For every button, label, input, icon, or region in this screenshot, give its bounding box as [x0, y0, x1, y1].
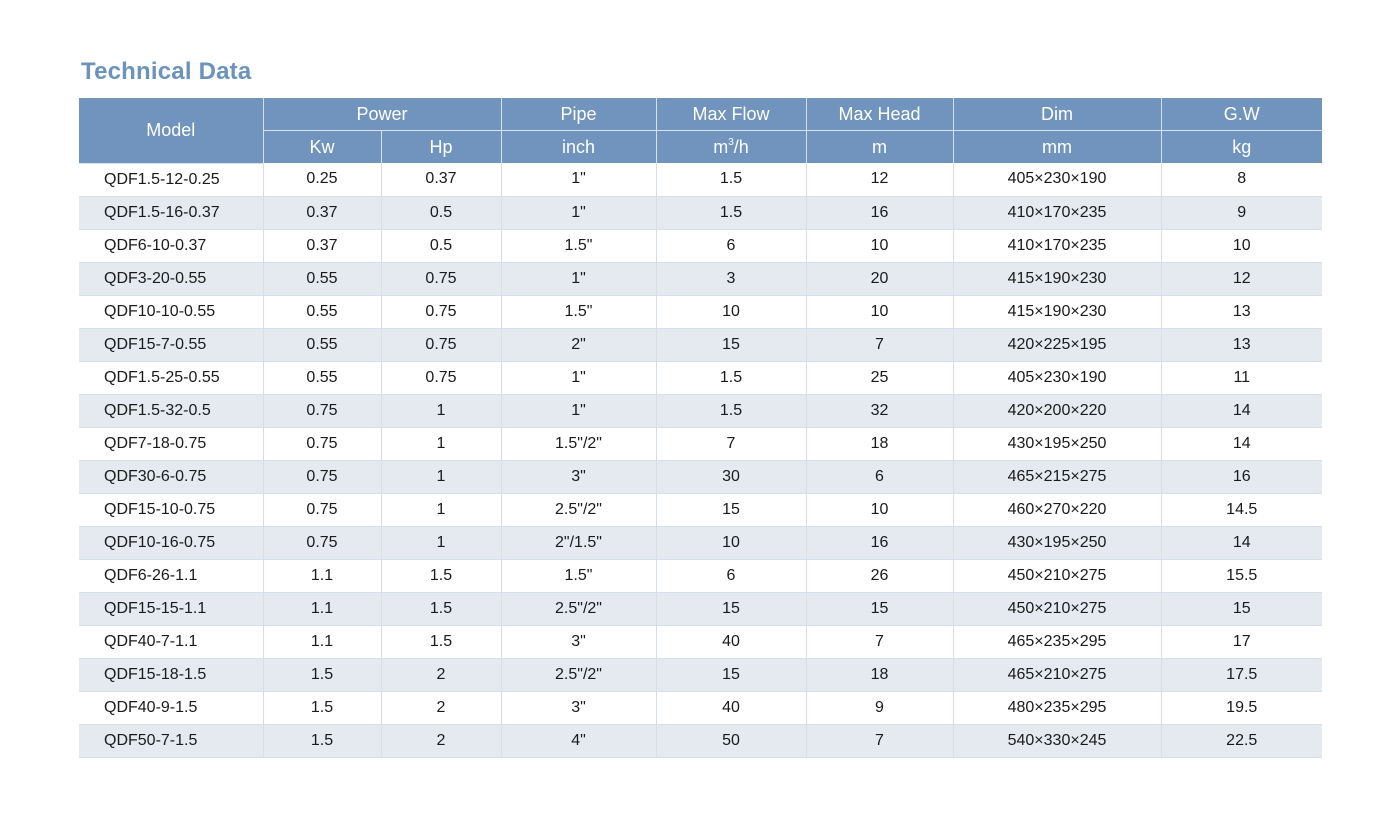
cell-max-head: 10 — [806, 493, 953, 526]
table-row — [79, 394, 1322, 427]
cell-gw: 14.5 — [1161, 493, 1322, 526]
cell-model: QDF1.5-32-0.5 — [79, 394, 263, 427]
table-row — [79, 295, 1322, 328]
cell-max-flow: 50 — [656, 724, 806, 757]
cell-hp: 1.5 — [381, 625, 501, 658]
cell-model: QDF6-26-1.1 — [79, 559, 263, 592]
cell-gw: 14 — [1161, 394, 1322, 427]
cell-gw: 11 — [1161, 361, 1322, 394]
cell-dim: 540×330×245 — [953, 724, 1161, 757]
cell-max-head: 12 — [806, 163, 953, 196]
cell-gw: 16 — [1161, 460, 1322, 493]
header-max-flow: Max Flow — [656, 98, 806, 131]
header-dim: Dim — [953, 98, 1161, 131]
cell-pipe: 1" — [501, 361, 656, 394]
cell-pipe: 1.5"/2" — [501, 427, 656, 460]
cell-gw: 17 — [1161, 625, 1322, 658]
table-row — [79, 592, 1322, 625]
table-row — [79, 625, 1322, 658]
unit-flow-tail: /h — [733, 136, 749, 157]
cell-max-flow: 6 — [656, 229, 806, 262]
cell-model: QDF40-9-1.5 — [79, 691, 263, 724]
cell-pipe: 2"/1.5" — [501, 526, 656, 559]
unit-inch: inch — [501, 131, 656, 164]
cell-kw: 1.1 — [263, 559, 381, 592]
cell-gw: 14 — [1161, 526, 1322, 559]
cell-max-head: 18 — [806, 427, 953, 460]
unit-hp: Hp — [381, 131, 501, 164]
cell-gw: 10 — [1161, 229, 1322, 262]
cell-model: QDF6-10-0.37 — [79, 229, 263, 262]
cell-max-head: 16 — [806, 526, 953, 559]
cell-pipe: 1" — [501, 262, 656, 295]
cell-max-head: 20 — [806, 262, 953, 295]
cell-kw: 0.75 — [263, 427, 381, 460]
cell-pipe: 2.5"/2" — [501, 658, 656, 691]
cell-max-flow: 30 — [656, 460, 806, 493]
cell-kw: 0.55 — [263, 328, 381, 361]
cell-dim: 415×190×230 — [953, 262, 1161, 295]
cell-pipe: 2" — [501, 328, 656, 361]
cell-model: QDF15-10-0.75 — [79, 493, 263, 526]
cell-dim: 430×195×250 — [953, 526, 1161, 559]
cell-kw: 1.5 — [263, 724, 381, 757]
cell-kw: 0.55 — [263, 295, 381, 328]
unit-flow-base: m — [713, 136, 729, 157]
cell-gw: 15 — [1161, 592, 1322, 625]
cell-max-head: 6 — [806, 460, 953, 493]
cell-hp: 0.75 — [381, 295, 501, 328]
cell-hp: 0.37 — [381, 163, 501, 196]
header-max-head: Max Head — [806, 98, 953, 131]
table-row — [79, 427, 1322, 460]
cell-hp: 1 — [381, 493, 501, 526]
table-row — [79, 493, 1322, 526]
cell-model: QDF1.5-25-0.55 — [79, 361, 263, 394]
cell-pipe: 2.5"/2" — [501, 592, 656, 625]
cell-kw: 1.1 — [263, 592, 381, 625]
header-pipe: Pipe — [501, 98, 656, 131]
cell-max-flow: 1.5 — [656, 196, 806, 229]
cell-model: QDF10-10-0.55 — [79, 295, 263, 328]
table-row — [79, 328, 1322, 361]
unit-kw: Kw — [263, 131, 381, 164]
cell-gw: 8 — [1161, 163, 1322, 196]
cell-dim: 450×210×275 — [953, 592, 1161, 625]
cell-dim: 460×270×220 — [953, 493, 1161, 526]
cell-pipe: 1.5" — [501, 229, 656, 262]
cell-model: QDF1.5-12-0.25 — [79, 163, 263, 196]
table-row — [79, 724, 1322, 757]
cell-pipe: 1.5" — [501, 559, 656, 592]
cell-hp: 1 — [381, 460, 501, 493]
cell-max-head: 10 — [806, 295, 953, 328]
header-power: Power — [263, 98, 501, 131]
cell-max-flow: 1.5 — [656, 163, 806, 196]
technical-data-table — [79, 98, 1322, 758]
table-body — [79, 163, 1322, 757]
cell-pipe: 2.5"/2" — [501, 493, 656, 526]
unit-flow — [656, 131, 806, 164]
cell-hp: 2 — [381, 691, 501, 724]
cell-hp: 2 — [381, 658, 501, 691]
cell-gw: 12 — [1161, 262, 1322, 295]
cell-dim: 415×190×230 — [953, 295, 1161, 328]
cell-dim: 430×195×250 — [953, 427, 1161, 460]
cell-max-flow: 40 — [656, 625, 806, 658]
cell-max-head: 9 — [806, 691, 953, 724]
cell-model: QDF15-7-0.55 — [79, 328, 263, 361]
cell-hp: 1 — [381, 526, 501, 559]
cell-max-flow: 10 — [656, 295, 806, 328]
cell-kw: 1.1 — [263, 625, 381, 658]
cell-model: QDF10-16-0.75 — [79, 526, 263, 559]
cell-max-flow: 15 — [656, 493, 806, 526]
cell-model: QDF15-15-1.1 — [79, 592, 263, 625]
cell-max-head: 7 — [806, 724, 953, 757]
cell-max-flow: 10 — [656, 526, 806, 559]
cell-kw: 0.55 — [263, 361, 381, 394]
cell-hp: 0.5 — [381, 229, 501, 262]
cell-gw: 14 — [1161, 427, 1322, 460]
cell-dim: 420×225×195 — [953, 328, 1161, 361]
cell-kw: 1.5 — [263, 691, 381, 724]
cell-pipe: 3" — [501, 625, 656, 658]
cell-kw: 0.75 — [263, 526, 381, 559]
cell-max-flow: 40 — [656, 691, 806, 724]
cell-dim: 420×200×220 — [953, 394, 1161, 427]
cell-max-head: 25 — [806, 361, 953, 394]
cell-gw: 9 — [1161, 196, 1322, 229]
cell-hp: 1.5 — [381, 592, 501, 625]
header-gw: G.W — [1161, 98, 1322, 131]
unit-mm: mm — [953, 131, 1161, 164]
cell-pipe: 3" — [501, 460, 656, 493]
table-row — [79, 460, 1322, 493]
table-row — [79, 262, 1322, 295]
cell-model: QDF40-7-1.1 — [79, 625, 263, 658]
cell-hp: 1 — [381, 427, 501, 460]
cell-hp: 1 — [381, 394, 501, 427]
table-row — [79, 361, 1322, 394]
cell-hp: 2 — [381, 724, 501, 757]
cell-dim: 410×170×235 — [953, 229, 1161, 262]
header-model: Model — [79, 98, 263, 163]
cell-max-flow: 1.5 — [656, 394, 806, 427]
cell-dim: 480×235×295 — [953, 691, 1161, 724]
cell-pipe: 4" — [501, 724, 656, 757]
cell-pipe: 1" — [501, 163, 656, 196]
cell-dim: 465×210×275 — [953, 658, 1161, 691]
cell-kw: 0.75 — [263, 493, 381, 526]
cell-kw: 0.55 — [263, 262, 381, 295]
cell-pipe: 1" — [501, 196, 656, 229]
cell-model: QDF1.5-16-0.37 — [79, 196, 263, 229]
cell-gw: 15.5 — [1161, 559, 1322, 592]
cell-gw: 13 — [1161, 328, 1322, 361]
cell-max-head: 15 — [806, 592, 953, 625]
cell-max-flow: 1.5 — [656, 361, 806, 394]
cell-dim: 410×170×235 — [953, 196, 1161, 229]
cell-hp: 1.5 — [381, 559, 501, 592]
cell-max-head: 7 — [806, 625, 953, 658]
cell-dim: 450×210×275 — [953, 559, 1161, 592]
cell-kw: 0.75 — [263, 394, 381, 427]
table-row — [79, 559, 1322, 592]
unit-m: m — [806, 131, 953, 164]
cell-dim: 465×215×275 — [953, 460, 1161, 493]
cell-pipe: 3" — [501, 691, 656, 724]
cell-hp: 0.75 — [381, 361, 501, 394]
cell-gw: 17.5 — [1161, 658, 1322, 691]
cell-kw: 0.25 — [263, 163, 381, 196]
cell-kw: 0.37 — [263, 196, 381, 229]
cell-kw: 1.5 — [263, 658, 381, 691]
table-row — [79, 691, 1322, 724]
table-header — [79, 98, 1322, 163]
unit-kg: kg — [1161, 131, 1322, 164]
table-row — [79, 526, 1322, 559]
cell-max-flow: 3 — [656, 262, 806, 295]
table-row — [79, 163, 1322, 196]
cell-max-flow: 6 — [656, 559, 806, 592]
unit-flow-sup: 3 — [728, 136, 734, 148]
cell-hp: 0.75 — [381, 328, 501, 361]
cell-max-head: 32 — [806, 394, 953, 427]
cell-max-head: 7 — [806, 328, 953, 361]
cell-dim: 405×230×190 — [953, 361, 1161, 394]
cell-max-head: 10 — [806, 229, 953, 262]
cell-kw: 0.75 — [263, 460, 381, 493]
table-row — [79, 658, 1322, 691]
cell-model: QDF3-20-0.55 — [79, 262, 263, 295]
cell-max-head: 26 — [806, 559, 953, 592]
cell-model: QDF7-18-0.75 — [79, 427, 263, 460]
cell-max-flow: 15 — [656, 658, 806, 691]
cell-gw: 22.5 — [1161, 724, 1322, 757]
cell-kw: 0.37 — [263, 229, 381, 262]
cell-dim: 405×230×190 — [953, 163, 1161, 196]
table-row — [79, 229, 1322, 262]
page-title: Technical Data — [81, 58, 252, 85]
cell-max-flow: 15 — [656, 592, 806, 625]
cell-model: QDF50-7-1.5 — [79, 724, 263, 757]
cell-model: QDF30-6-0.75 — [79, 460, 263, 493]
table-row — [79, 196, 1322, 229]
cell-hp: 0.75 — [381, 262, 501, 295]
cell-hp: 0.5 — [381, 196, 501, 229]
cell-model: QDF15-18-1.5 — [79, 658, 263, 691]
cell-max-head: 16 — [806, 196, 953, 229]
cell-gw: 13 — [1161, 295, 1322, 328]
cell-gw: 19.5 — [1161, 691, 1322, 724]
cell-max-flow: 15 — [656, 328, 806, 361]
cell-pipe: 1.5" — [501, 295, 656, 328]
cell-dim: 465×235×295 — [953, 625, 1161, 658]
cell-max-head: 18 — [806, 658, 953, 691]
cell-max-flow: 7 — [656, 427, 806, 460]
cell-pipe: 1" — [501, 394, 656, 427]
